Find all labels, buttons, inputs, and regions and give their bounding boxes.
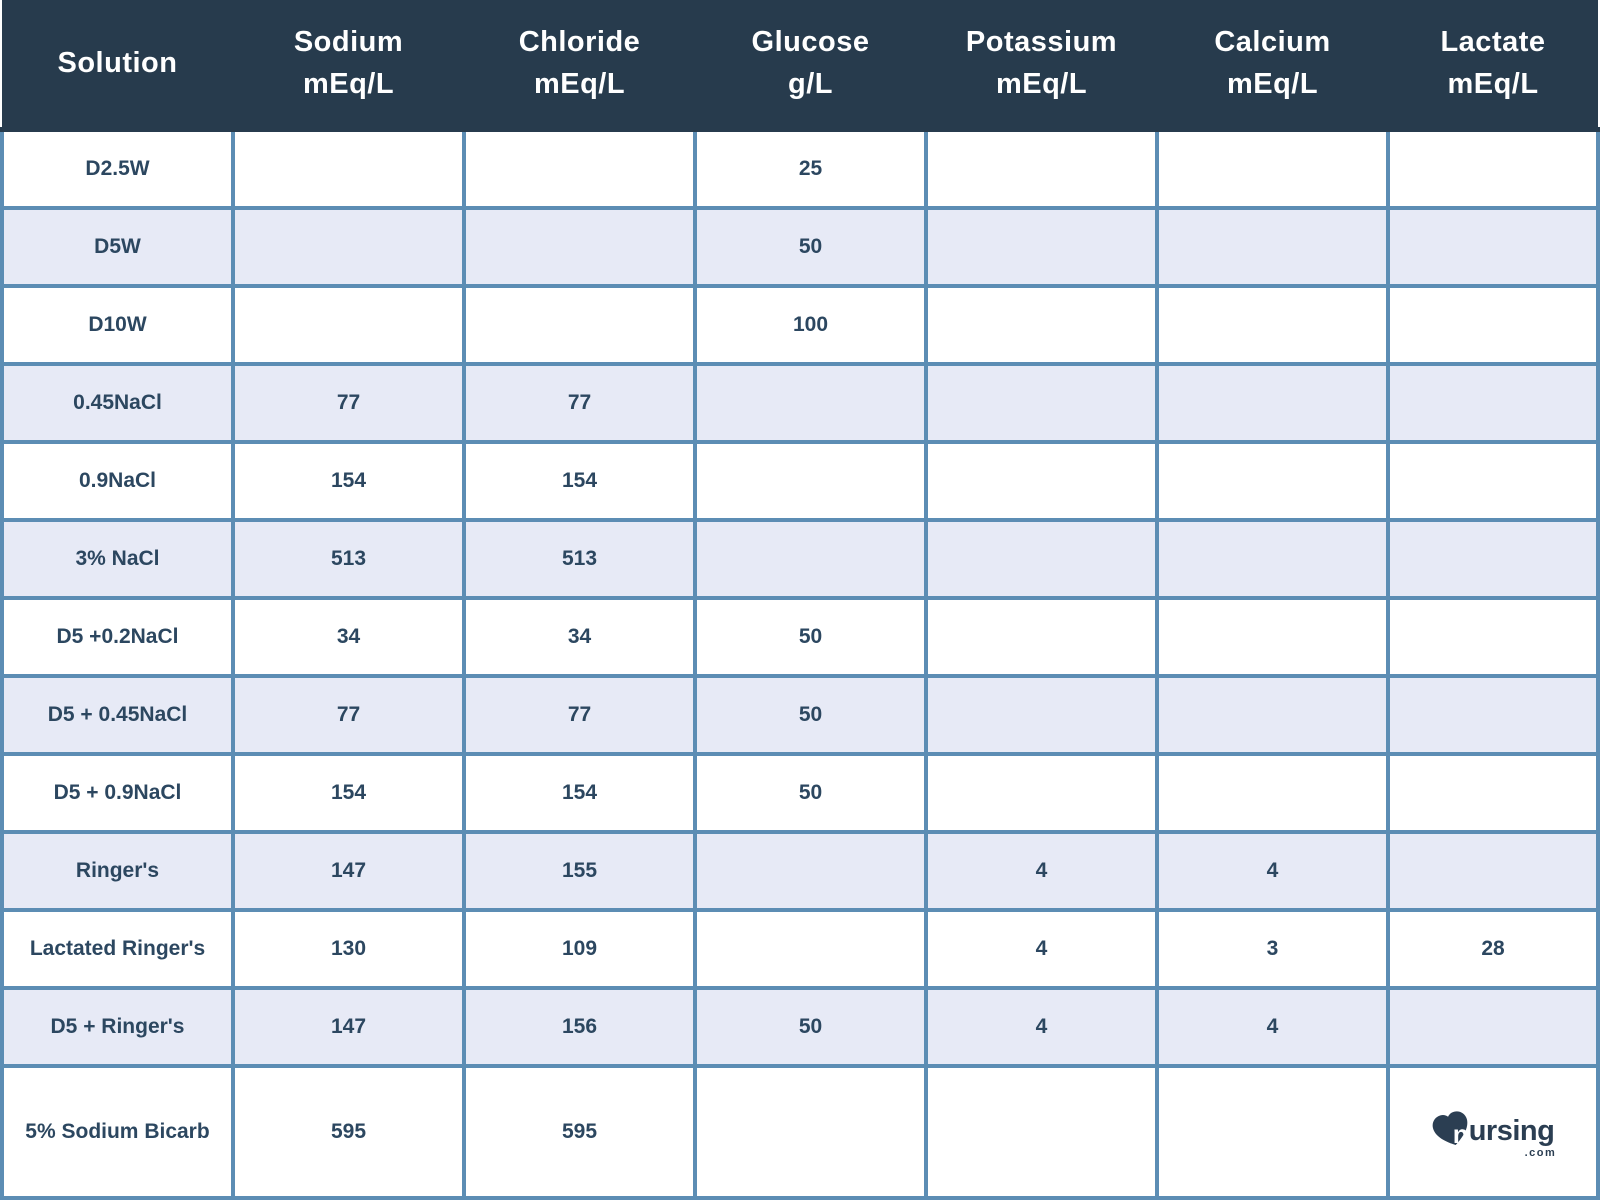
solution-cell <box>2 832 233 910</box>
cell-value: 25 <box>798 156 823 180</box>
sodium-value-cell <box>233 208 464 286</box>
chloride-value-cell <box>464 129 695 208</box>
calcium-value-cell <box>1157 754 1388 832</box>
calcium-value-cell <box>1157 442 1388 520</box>
glucose-value-cell <box>695 208 926 286</box>
solution-cell <box>2 520 233 598</box>
table-row <box>2 598 1598 676</box>
chloride-value-cell <box>464 442 695 520</box>
cell-value: 77 <box>567 702 592 726</box>
table-row <box>2 364 1598 442</box>
column-header-unit: mEq/L <box>1447 68 1539 101</box>
solution-label: D5 +0.2NaCl <box>56 624 179 648</box>
table-row <box>2 832 1598 910</box>
logo-letter-n: n <box>1452 1118 1469 1149</box>
solution-label: 3% NaCl <box>75 547 160 571</box>
potassium-value-cell <box>926 208 1157 286</box>
glucose-value-cell <box>695 832 926 910</box>
calcium-value-cell <box>1157 988 1388 1066</box>
cell-value: 4 <box>1266 1014 1279 1038</box>
table-row <box>2 676 1598 754</box>
calcium-value-cell <box>1157 598 1388 676</box>
cell-value: 50 <box>798 235 823 259</box>
column-header-unit: mEq/L <box>533 68 626 101</box>
glucose-value-cell <box>695 988 926 1066</box>
cell-value: 154 <box>561 469 598 493</box>
cell-value: 77 <box>336 702 361 726</box>
calcium-value-cell <box>1157 676 1388 754</box>
cell-value: 147 <box>330 1014 367 1038</box>
potassium-value-cell <box>926 520 1157 598</box>
calcium-value-cell <box>1157 1066 1388 1198</box>
cell-value: 3 <box>1266 936 1279 960</box>
solution-label: Lactated Ringer's <box>29 936 206 960</box>
column-header-chloride <box>464 0 695 129</box>
cell-value: 100 <box>792 313 829 337</box>
solution-cell <box>2 442 233 520</box>
table-row <box>2 129 1598 208</box>
column-header-label: Sodium <box>293 26 404 59</box>
cell-value: 4 <box>1035 936 1048 960</box>
table-row <box>2 910 1598 988</box>
solution-cell <box>2 910 233 988</box>
glucose-value-cell <box>695 910 926 988</box>
cell-value: 109 <box>561 936 598 960</box>
potassium-value-cell <box>926 442 1157 520</box>
sodium-value-cell <box>233 364 464 442</box>
lactate-value-cell <box>1388 129 1598 208</box>
cell-value: 34 <box>567 624 592 648</box>
column-header-calcium <box>1157 0 1388 129</box>
solution-label: 5% Sodium Bicarb <box>25 1119 210 1143</box>
solution-cell <box>2 1066 233 1198</box>
table-row <box>2 442 1598 520</box>
cell-value: 156 <box>561 1014 598 1038</box>
column-header-unit: mEq/L <box>302 68 395 101</box>
column-header-unit: g/L <box>788 68 833 101</box>
column-header-potassium <box>926 0 1157 129</box>
column-header-sodium <box>233 0 464 129</box>
solution-cell <box>2 988 233 1066</box>
sodium-value-cell <box>233 442 464 520</box>
solution-label: 0.9NaCl <box>78 469 157 493</box>
solution-cell <box>2 676 233 754</box>
potassium-value-cell <box>926 988 1157 1066</box>
logo-wordmark: ursing <box>1468 1114 1555 1147</box>
column-header-label: Potassium <box>965 26 1118 59</box>
column-header-unit: mEq/L <box>995 68 1088 101</box>
cell-value: 77 <box>336 391 361 415</box>
cell-value: 50 <box>798 780 823 804</box>
table-row <box>2 520 1598 598</box>
header-row <box>2 0 1598 129</box>
calcium-value-cell <box>1157 129 1388 208</box>
calcium-value-cell <box>1157 520 1388 598</box>
chloride-value-cell <box>464 988 695 1066</box>
column-header-label: Calcium <box>1214 26 1331 59</box>
solution-cell <box>2 286 233 364</box>
column-header-unit: mEq/L <box>1226 68 1319 101</box>
lactate-value-cell <box>1388 910 1598 988</box>
cell-value: 4 <box>1035 1014 1048 1038</box>
sodium-value-cell <box>233 598 464 676</box>
glucose-value-cell <box>695 676 926 754</box>
potassium-value-cell <box>926 1066 1157 1198</box>
solution-cell <box>2 208 233 286</box>
chloride-value-cell <box>464 208 695 286</box>
cell-value: 513 <box>561 547 598 571</box>
table-row <box>2 208 1598 286</box>
cell-value: 4 <box>1266 858 1279 882</box>
lactate-value-cell <box>1388 364 1598 442</box>
solution-label: 0.45NaCl <box>73 391 162 415</box>
chloride-value-cell <box>464 598 695 676</box>
solution-cell <box>2 129 233 208</box>
cell-value: 154 <box>330 469 367 493</box>
solution-label: D5 + Ringer's <box>50 1014 185 1038</box>
cell-value: 147 <box>330 858 367 882</box>
potassium-value-cell <box>926 364 1157 442</box>
solution-label: D5W <box>94 235 141 259</box>
lactate-value-cell <box>1388 754 1598 832</box>
logo-tld: .com <box>1524 1147 1557 1160</box>
chloride-value-cell <box>464 520 695 598</box>
column-header-label: Lactate <box>1440 26 1546 59</box>
heart-icon <box>1432 1111 1471 1148</box>
sodium-value-cell <box>233 520 464 598</box>
lactate-value-cell <box>1388 1066 1598 1198</box>
potassium-value-cell <box>926 129 1157 208</box>
cell-value: 4 <box>1035 858 1048 882</box>
cell-value: 595 <box>561 1119 598 1143</box>
sodium-value-cell <box>233 754 464 832</box>
lactate-value-cell <box>1388 598 1598 676</box>
table-row <box>2 988 1598 1066</box>
glucose-value-cell <box>695 754 926 832</box>
chloride-value-cell <box>464 286 695 364</box>
lactate-value-cell <box>1388 286 1598 364</box>
solution-cell <box>2 364 233 442</box>
lactate-value-cell <box>1388 520 1598 598</box>
cell-value: 50 <box>798 624 823 648</box>
sodium-value-cell <box>233 286 464 364</box>
chloride-value-cell <box>464 364 695 442</box>
column-header-label: Solution <box>57 47 178 80</box>
glucose-value-cell <box>695 129 926 208</box>
calcium-value-cell <box>1157 286 1388 364</box>
table-row <box>2 1066 1598 1198</box>
solution-cell <box>2 754 233 832</box>
calcium-value-cell <box>1157 832 1388 910</box>
lactate-value-cell <box>1388 208 1598 286</box>
column-header-label: Glucose <box>751 26 870 59</box>
potassium-value-cell <box>926 832 1157 910</box>
cell-value: 34 <box>336 624 361 648</box>
glucose-value-cell <box>695 598 926 676</box>
chloride-value-cell <box>464 832 695 910</box>
cell-value: 513 <box>330 547 367 571</box>
calcium-value-cell <box>1157 364 1388 442</box>
cell-value: 154 <box>330 780 367 804</box>
chloride-value-cell <box>464 676 695 754</box>
sodium-value-cell <box>233 832 464 910</box>
glucose-value-cell <box>695 364 926 442</box>
potassium-value-cell <box>926 754 1157 832</box>
cell-value: 50 <box>798 1014 823 1038</box>
lactate-value-cell <box>1388 988 1598 1066</box>
column-header-lactate <box>1388 0 1598 129</box>
column-header-solution <box>2 0 233 129</box>
solution-cell <box>2 598 233 676</box>
glucose-value-cell <box>695 520 926 598</box>
nursing-logo <box>1432 1106 1557 1160</box>
cell-value: 28 <box>1481 936 1505 960</box>
lactate-value-cell <box>1388 832 1598 910</box>
calcium-value-cell <box>1157 208 1388 286</box>
lactate-value-cell <box>1388 442 1598 520</box>
cell-value: 154 <box>561 780 598 804</box>
chloride-value-cell <box>464 1066 695 1198</box>
glucose-value-cell <box>695 442 926 520</box>
glucose-value-cell <box>695 286 926 364</box>
cell-value: 595 <box>330 1119 367 1143</box>
solution-label: D5 + 0.9NaCl <box>53 780 182 804</box>
table-row <box>2 754 1598 832</box>
column-header-label: Chloride <box>518 26 641 59</box>
potassium-value-cell <box>926 676 1157 754</box>
cell-value: 130 <box>330 936 367 960</box>
sodium-value-cell <box>233 676 464 754</box>
sodium-value-cell <box>233 988 464 1066</box>
chloride-value-cell <box>464 910 695 988</box>
solution-label: D10W <box>88 313 147 337</box>
cell-value: 77 <box>567 391 592 415</box>
glucose-value-cell <box>695 1066 926 1198</box>
calcium-value-cell <box>1157 910 1388 988</box>
cell-value: 155 <box>561 858 598 882</box>
potassium-value-cell <box>926 910 1157 988</box>
chloride-value-cell <box>464 754 695 832</box>
potassium-value-cell <box>926 286 1157 364</box>
cell-value: 50 <box>798 702 823 726</box>
lactate-value-cell <box>1388 676 1598 754</box>
solution-label: D2.5W <box>85 156 150 180</box>
solution-label: Ringer's <box>75 858 160 882</box>
sodium-value-cell <box>233 910 464 988</box>
column-header-glucose <box>695 0 926 129</box>
table-row <box>2 286 1598 364</box>
potassium-value-cell <box>926 598 1157 676</box>
sodium-value-cell <box>233 129 464 208</box>
solution-label: D5 + 0.45NaCl <box>47 702 188 726</box>
sodium-value-cell <box>233 1066 464 1198</box>
